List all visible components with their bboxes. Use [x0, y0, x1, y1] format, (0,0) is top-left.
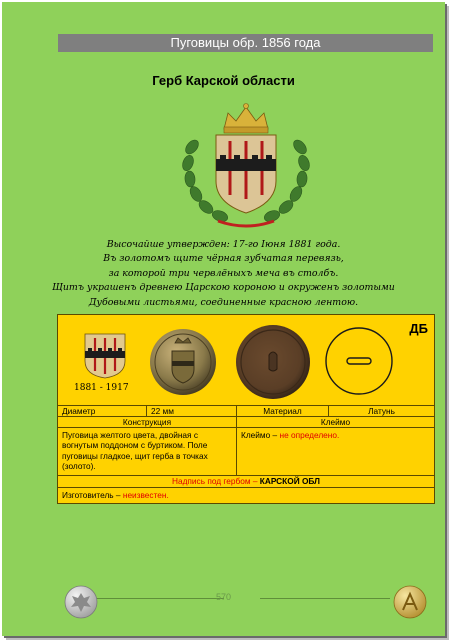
diameter-value: 22 мм: [146, 406, 236, 416]
coat-of-arms-description: [2, 238, 445, 310]
details-row: [58, 427, 434, 475]
material-value: Латунь: [328, 406, 434, 416]
inscription-prefix: Надпись под гербом –: [171, 476, 258, 486]
inscription-row: [58, 475, 434, 487]
maker-row: [58, 487, 434, 503]
button-front-photo: [148, 319, 218, 405]
mark-cell: [236, 428, 434, 475]
coat-of-arms-image: [178, 99, 314, 233]
maker-prefix: Изготовитель –: [62, 490, 121, 500]
mark-prefix: Клеймо –: [241, 430, 278, 440]
years-label: 1881 - 1917: [74, 383, 129, 393]
page-sheet: [2, 2, 445, 636]
diameter-label: Диаметр: [62, 406, 96, 416]
section-headers-row: [58, 416, 434, 427]
mark-header: Клеймо: [236, 417, 434, 427]
catalog-code: ДБ: [409, 321, 428, 336]
inscription-value: КАРСКОЙ ОБЛ: [259, 476, 320, 486]
mini-coat-of-arms: [84, 333, 126, 379]
description-line: Высочайше утвержден: 17-го Іюня 1881 года.: [106, 239, 341, 250]
page-number: 570: [215, 592, 232, 602]
construction-description: Пуговица желтого цвета, двойная с вогнутым поддоном с буртиком. Поле пуговицы гладкое, щит герба в точках (золото).: [62, 430, 208, 472]
material-label: Материал: [236, 406, 328, 416]
construction-header: Конструкция: [122, 417, 172, 427]
monogram-coin-icon: [393, 585, 427, 619]
description-line: за которой три червлёныхъ меча въ столбъ.: [108, 267, 339, 279]
maker-cell: [58, 488, 434, 503]
button-back-photo: [233, 319, 313, 405]
description-line: Въ золотомъ щите чёрная зубчатая перевязь,: [103, 253, 344, 265]
description-line: Дубовыми листьями, соединенные красною лентою.: [88, 296, 359, 308]
specs-row: [58, 405, 434, 416]
button-construction-diagram: [324, 325, 394, 397]
button-info-card: [57, 314, 435, 504]
maker-value: неизвестен.: [122, 490, 169, 500]
description-line: Щитъ украшенъ древнею Царскою короною и окруженъ золотыми: [52, 282, 395, 294]
mark-value: не определено.: [279, 430, 340, 440]
inscription-cell: [58, 476, 434, 487]
page-header-banner: Пуговицы обр. 1856 года: [58, 34, 433, 52]
eagle-coin-icon: [64, 585, 98, 619]
coat-of-arms-title: Герб Карской области: [152, 73, 295, 88]
